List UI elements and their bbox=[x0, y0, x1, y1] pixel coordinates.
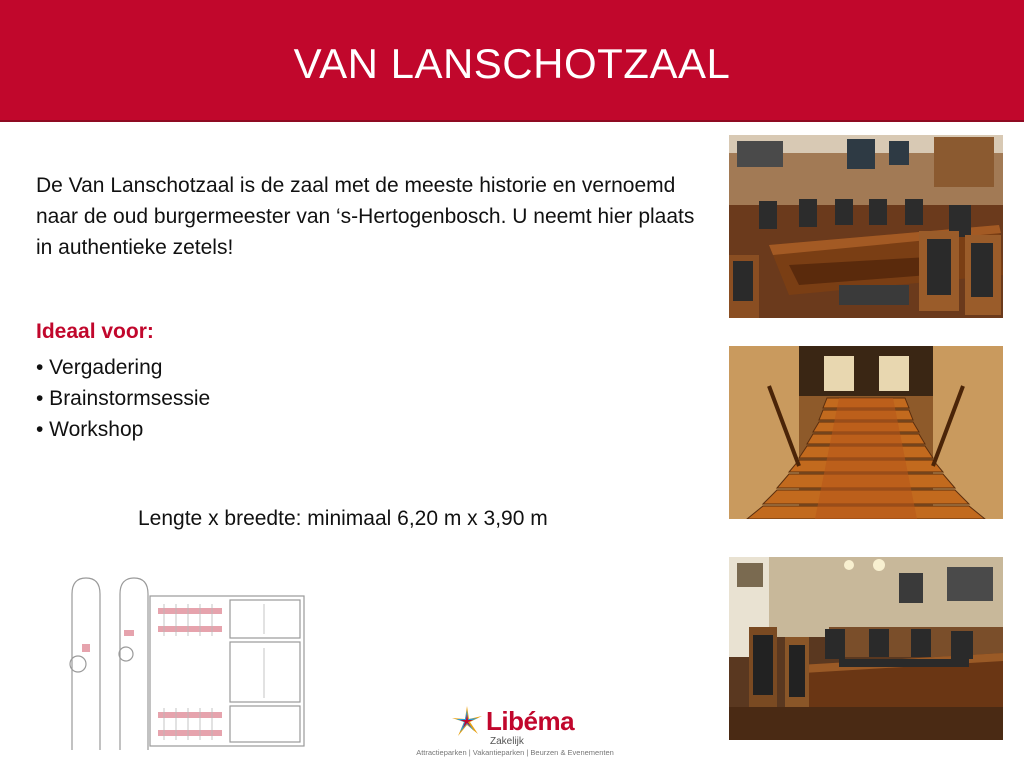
ideal-item: • Vergadering bbox=[36, 356, 163, 379]
logo-tagline: Attractieparken | Vakantieparken | Beurzen & Evenementen bbox=[416, 748, 614, 757]
header-banner bbox=[0, 0, 1024, 122]
staircase-photo bbox=[729, 346, 1003, 519]
meeting-room-photo bbox=[729, 135, 1003, 318]
floor-plan bbox=[64, 574, 310, 754]
ideal-list bbox=[36, 352, 210, 445]
libema-logo bbox=[390, 700, 640, 762]
room-description: De Van Lanschotzaal is de zaal met de meeste historie en vernoemd naar de oud burgermeester van ‘s-Hertogenbosch. U neemt hier plaats in authentieke zetels! bbox=[36, 174, 695, 259]
ideal-item: • Brainstormsessie bbox=[36, 387, 211, 410]
logo-name: Libéma bbox=[486, 706, 575, 736]
logo-sub: Zakelijk bbox=[490, 736, 524, 747]
conference-room-photo bbox=[729, 557, 1003, 740]
libema-star-icon bbox=[450, 704, 484, 738]
ideal-item: • Workshop bbox=[36, 418, 144, 441]
page-title: VAN LANSCHOTZAAL bbox=[293, 40, 731, 87]
ideal-heading: Ideaal voor: bbox=[36, 320, 154, 343]
room-dimensions: Lengte x breedte: minimaal 6,20 m x 3,90 m bbox=[138, 507, 548, 530]
